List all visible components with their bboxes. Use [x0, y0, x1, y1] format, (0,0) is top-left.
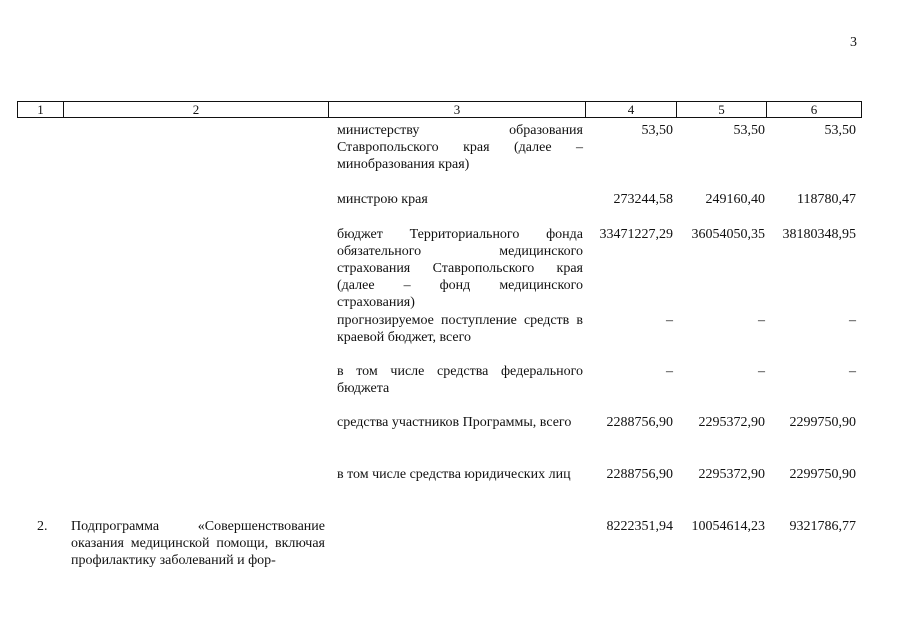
subprogram-value-col6: 9321786,77 — [789, 519, 856, 534]
row-value-col4: 2288756,90 — [606, 415, 673, 430]
subprogram-value-col4: 8222351,94 — [606, 519, 673, 534]
row-value-col6: 38180348,95 — [782, 227, 856, 242]
header-col-1: 1 — [18, 102, 64, 117]
row-description: средства участников Программы, всего — [337, 415, 572, 430]
subprogram-number: 2. — [37, 519, 48, 534]
row-value-col5: 36054050,35 — [691, 227, 765, 242]
row-value-col6: – — [849, 313, 856, 328]
header-col-2: 2 — [64, 102, 329, 117]
row-value-col5: 2295372,90 — [698, 415, 765, 430]
subprogram-value-col5: 10054614,23 — [691, 519, 765, 534]
row-value-col5: 53,50 — [733, 123, 765, 138]
row-value-col6: – — [849, 364, 856, 379]
row-value-col5: 249160,40 — [705, 192, 765, 207]
row-value-col6: 2299750,90 — [789, 415, 856, 430]
row-description: бюджет Территориального фонда обязательного медицинского страхования Ставропольского края (далее – фонд медицинского страхования) — [337, 227, 583, 310]
header-col-6: 6 — [810, 102, 818, 117]
row-value-col5: – — [758, 313, 765, 328]
row-value-col5: – — [758, 364, 765, 379]
row-value-col4: 33471227,29 — [599, 227, 673, 242]
header-col-4: 4 — [586, 102, 677, 117]
table-header — [17, 101, 862, 118]
row-value-col4: – — [666, 313, 673, 328]
row-value-col6: 2299750,90 — [789, 467, 856, 482]
page-number: 3 — [850, 35, 857, 50]
row-value-col4: 273244,58 — [613, 192, 673, 207]
row-value-col6: 118780,47 — [797, 192, 856, 207]
row-description: в том числе средства юридических лиц — [337, 467, 571, 482]
row-value-col4: – — [666, 364, 673, 379]
header-col-5: 5 — [677, 102, 767, 117]
row-value-col5: 2295372,90 — [698, 467, 765, 482]
row-value-col6: 53,50 — [824, 123, 856, 138]
subprogram-name: Подпрограмма «Совершенствование оказания медицинской помощи, включая профилактику заболеваний и фор- — [71, 519, 325, 568]
row-description: минстрою края — [337, 192, 428, 207]
header-col-3: 3 — [329, 102, 586, 117]
row-value-col4: 2288756,90 — [606, 467, 673, 482]
row-description: министерству образования Ставропольского края (далее – минобразования края) — [337, 123, 583, 172]
row-value-col4: 53,50 — [641, 123, 673, 138]
row-description: прогнозируемое поступление средств в краевой бюджет, всего — [337, 313, 583, 345]
row-description: в том числе средства федерального бюджета — [337, 364, 583, 396]
